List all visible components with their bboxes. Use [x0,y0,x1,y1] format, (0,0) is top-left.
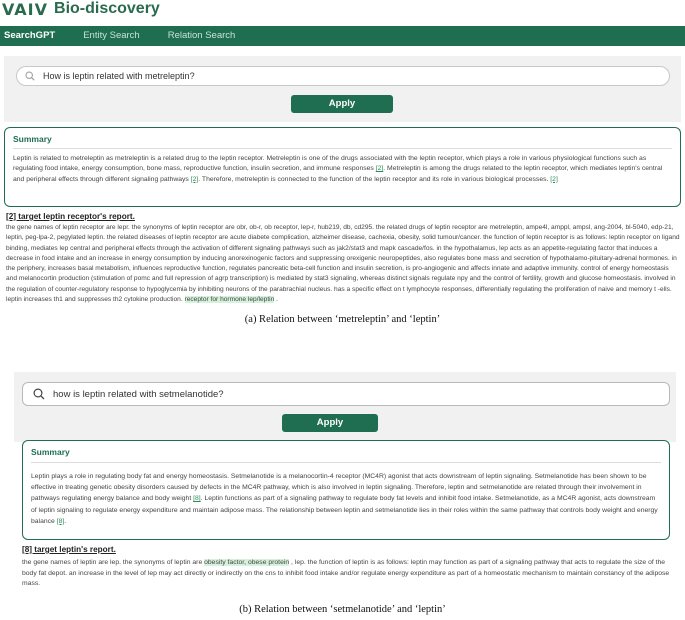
brand-logo: VAIV [2,0,49,19]
reference-body-b-2: , lep. the function of leptin is as follows: leptin may function as part of a signaling pathway that acts to regulate the size of the body fat depot. an increase in the level of lep may act directly or indirectly on the cns to inhibit food intake and/or regulate energy expenditure as part of a homeostatic mechanism to maintain constancy of the adipose mass. [22,559,670,588]
summary-b-sentence-2: . Leptin functions as part of a signaling pathway to regulate body fat levels and inhibit food intake. Setmelanotide, as a MC4R agonist, acts downstream of leptin signaling to regulate energy expenditure and maintain adipose mass. The relationship between leptin and setmelanotide lies in their roles within the same pathway that controls body weight and energy balance [31,495,658,525]
citation-link[interactable]: [8] [56,517,65,525]
citation-link[interactable]: [2] [375,165,384,173]
summary-title-a: Summary [13,134,52,144]
reference-highlight-b: obesity factor, obese protein [204,559,290,566]
reference-body-a: the gene names of leptin receptor are lepr. the synonyms of leptin receptor are obr, ob-r, ob receptor, lep-r, hub219, db, cd295. the related drugs of leptin receptor are metreleptin, ampe4l, amppl, ampsl, ang-2004, bl-5040, edp-21, leptin, peg-lpa-2, pegylated leptin. the related diseases of leptin receptor are acute diabete complication, alzheimer disease, cachexia, obesity, solid tumour/cancer. the function of leptin receptor is as follows: leptin receptor on ligand binding, mediates lep central and peripheral effects through the activation of different signaling pathways such as jak2/stat3 and mapk cascade/fos. in the hypothalamus, lep acts as an appetite-regulating factor that induces a decrease in food intake and an increase in energy consumption by inducing anorexinogenic factors and suppressing orexigenic neuropeptides, also regulates bone mass and secretion of hypothalamo-pituitary-adrenal hormones. in the periphery, increases basal metabolism, influences reproductive function, regulates pancreatic beta-cell function and insulin secretion, is pro-angiogenic and affects innate and adaptive immunity. control of energy homeostasis and melanocortin production (stimulation of pomc and full repression of agrp transcription) is mediated by stat3 signaling, whereas distinct signals regulate npy and the control of fertility, growth and glucose homeostasis. involved in the regulation of counter-regulatory response to hypoglycemia by inhibiting neurons of the parabrachial nucleus. has a specific effect on t lymphocyte responses, differentially regulating the proliferation of naive and memory t -ells. leptin increases th1 and suppresses th2 cytokine production. [6,224,680,304]
search-icon [25,71,35,81]
summary-box-a [4,127,681,207]
caption-a: (a) Relation between ‘metreleptin’ and ‘leptin’ [244,314,441,325]
summary-b-sentence-3: . [64,517,67,525]
summary-a-sentence-3: . Therefore, metreleptin is connected to the function of the leptin receptor and its role in various biological processes. [198,175,551,183]
reference-a [6,212,680,305]
reference-title-a[interactable]: [2] target leptin receptor's report. [6,212,135,221]
reference-b [22,545,674,590]
summary-title-b: Summary [31,447,70,457]
brand-name: Bio-discovery [54,0,160,17]
reference-text-b [22,558,674,590]
reference-highlight-a: receptor for hormone lep/leptin [184,296,275,304]
apply-button-a[interactable]: Apply [291,95,393,113]
top-navbar [0,26,685,46]
caption-b: (b) Relation between ‘setmelanotide’ and ‘leptin’ [239,604,446,615]
citation-link[interactable]: [8] [193,495,201,503]
reference-text-a [6,223,680,305]
tab-searchgpt[interactable]: SearchGPT [4,30,56,41]
search-bar-a[interactable] [16,66,670,86]
summary-a-sentence-1: Leptin is related to metreleptin as metreleptin is a related drug to the leptin receptor. Metreleptin is one of the drugs associated with the leptin receptor, which plays a role in various physiological functions such as regulating food intake, energy consumption, bone mass, reproductive function, insulin secretion, and immune responses [13,155,647,173]
summary-divider-a [13,148,672,149]
citation-link[interactable]: [2] [190,175,199,183]
search-input-a[interactable] [43,71,643,81]
summary-divider-b [31,462,661,463]
reference-title-b[interactable]: [8] target leptin's report. [22,545,116,554]
search-bar-b[interactable] [22,382,670,406]
summary-b-sentence-1: Leptin plays a role in regulating body fat and energy homeostasis. Setmelanotide is a melanocortin-4 receptor (MC4R) agonist that acts downstream of leptin signaling. Setmelanotide has been shown to be effective in treating genetic obesity disorders caused by defects in the MC4R pathway, which is also involved in leptin signaling. Therefore, leptin and setmelanotide are related through their involvement in pathways regulating energy balance and body weight [31,473,647,503]
tab-entity-search[interactable]: Entity Search [83,30,140,41]
summary-text-b [31,471,661,527]
citation-link[interactable]: [2] [550,175,558,183]
apply-button-b[interactable]: Apply [282,414,378,432]
app-brand [2,0,160,18]
reference-tail-a: . [274,296,278,304]
search-input-b[interactable] [53,389,653,400]
tab-relation-search[interactable]: Relation Search [167,30,236,41]
reference-body-b-1: the gene names of leptin are lep. the synonyms of leptin are [22,559,205,566]
summary-text-a [13,154,672,185]
search-icon [33,388,45,400]
summary-a-sentence-2: . Metreleptin is among the drugs related to the leptin receptor, which mediates leptin's central and peripheral effects through different signaling pathways [13,165,663,183]
summary-box-b [22,440,670,540]
